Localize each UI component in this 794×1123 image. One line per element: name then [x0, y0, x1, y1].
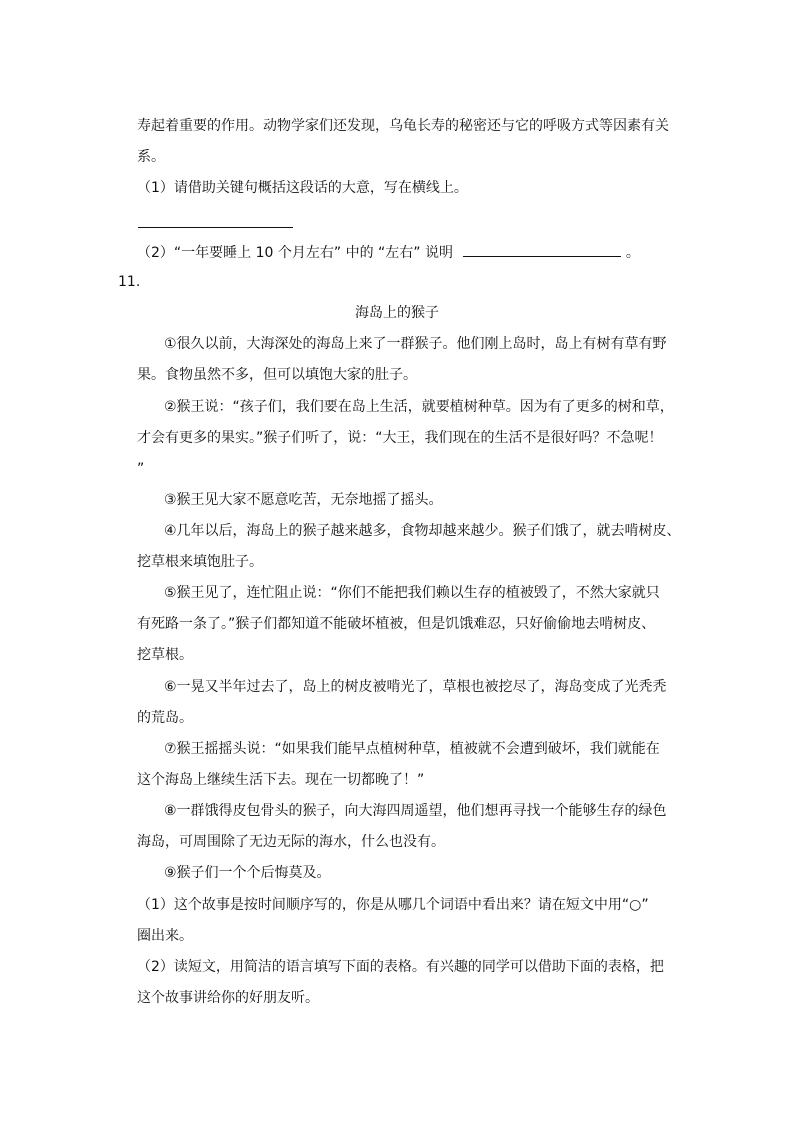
passage-line: 海岛，可周围除了无边无际的海水，什么也没有。 — [137, 834, 445, 850]
q11-question-line: （1）这个故事是按时间顺序写的，你是从哪几个词语中看出来？请在短文中用“○” — [137, 897, 649, 913]
q10-sub-question-2-end: 。 — [625, 245, 640, 261]
q11-question-line: 圈出来。 — [137, 928, 193, 944]
passage-line: 的荒岛。 — [137, 710, 193, 726]
passage-line: ②猴王说：“孩子们，我们要在岛上生活，就要植树种草。因为有了更多的树和草， — [164, 399, 674, 415]
passage-line: ⑦猴王摇摇头说：“如果我们能早点植树种草，植被就不会遭到破坏，我们就能在 — [164, 741, 660, 757]
passage-line: 挖草根。 — [137, 647, 193, 663]
answer-line-2[interactable] — [463, 242, 621, 257]
passage-line: ⑨猴子们一个个后悔莫及。 — [164, 865, 331, 881]
passage-line: 挖草根来填饱肚子。 — [137, 554, 263, 570]
passage-line: 有死路一条了。”猴子们都知道不能破坏植被，但是饥饿难忍，只好偷偷地去啃树皮、 — [137, 616, 656, 632]
passage-line: ④几年以后，海岛上的猴子越来越多，食物却越来越少。猴子们饿了，就去啃树皮、 — [164, 523, 681, 539]
passage-line: ①很久以前，大海深处的海岛上来了一群猴子。他们刚上岛时，岛上有树有草有野 — [164, 336, 667, 352]
passage-title: 海岛上的猴子 — [355, 305, 439, 321]
passage-line: 果。食物虽然不多，但可以填饱大家的肚子。 — [137, 367, 417, 383]
q11-question-line: （2）读短文，用简洁的语言填写下面的表格。有兴趣的同学可以借助下面的表格，把 — [137, 959, 664, 975]
passage-line: ⑥一晃又半年过去了，岛上的树皮被啃光了，草根也被挖尽了，海岛变成了光秃秃 — [164, 679, 667, 695]
answer-line-1[interactable] — [138, 213, 293, 228]
passage-line: 才会有更多的果实。”猴子们听了，说：“大王，我们现在的生活不是很好吗？不急呢！ — [137, 430, 663, 446]
q11-question-line: 这个故事讲给你的好朋友听。 — [137, 990, 319, 1006]
question-number: 11. — [118, 274, 141, 290]
q10-sub-question-2 — [137, 242, 640, 262]
q10-text-line: 系。 — [137, 149, 165, 165]
q10-sub-question-2-text: （2）“一年要睡上 10 个月左右” 中的 “左右” 说明 — [137, 245, 453, 261]
q10-sub-question-1: （1）请借助关键句概括这段话的大意，写在横线上。 — [137, 180, 468, 196]
passage-line: 这个海岛上继续生活下去。现在一切都晚了！” — [137, 772, 425, 788]
q10-text-line: 寿起着重要的作用。动物学家们还发现，乌龟长寿的秘密还与它的呼吸方式等因素有关 — [137, 118, 669, 134]
passage-line: ⑧一群饿得皮包骨头的猴子，向大海四周遥望，他们想再寻找一个能够生存的绿色 — [164, 803, 667, 819]
passage-line: ” — [137, 461, 145, 477]
passage-line: ⑤猴王见了，连忙阻止说：“你们不能把我们赖以生存的植被毁了，不然大家就只 — [164, 585, 660, 601]
passage-line: ③猴王见大家不愿意吃苦，无奈地摇了摇头。 — [164, 492, 443, 508]
